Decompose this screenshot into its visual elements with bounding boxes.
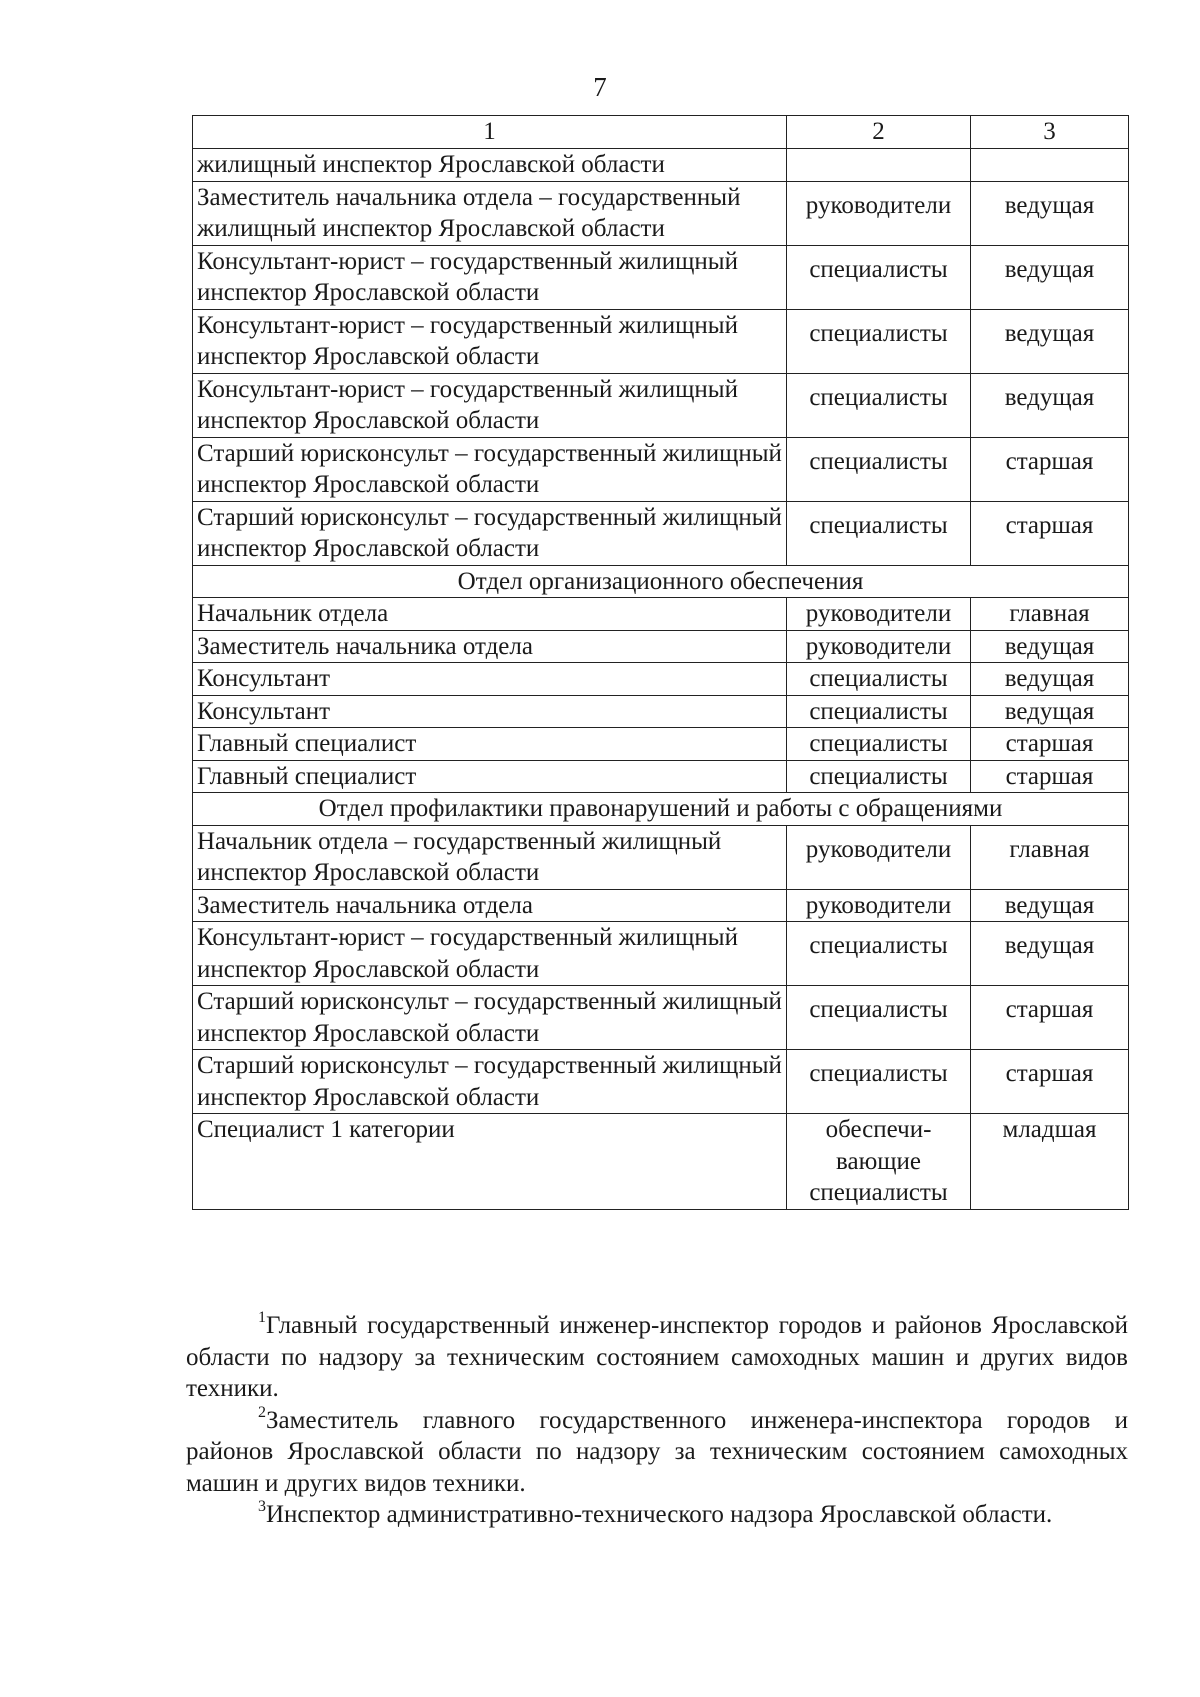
footnotes (186, 1310, 1128, 1531)
position-name-cell: Старший юрисконсульт – государственный жилищный инспектор Ярославской области (193, 1050, 787, 1114)
group-cell: старшая (971, 437, 1129, 501)
position-name-cell: Консультант (193, 663, 787, 696)
table-header-row (193, 116, 1129, 149)
column-header: 1 (193, 116, 787, 149)
group-cell: ведущая (971, 181, 1129, 245)
category-cell: руководители (787, 598, 971, 631)
category-cell: специалисты (787, 695, 971, 728)
position-name-cell: Заместитель начальника отдела (193, 889, 787, 922)
position-name-cell: Начальник отдела – государственный жилищный инспектор Ярославской области (193, 825, 787, 889)
table-row (193, 598, 1129, 631)
footnote (186, 1310, 1128, 1405)
table-row (193, 309, 1129, 373)
section-title: Отдел организационного обеспечения (193, 565, 1129, 598)
category-cell: специалисты (787, 728, 971, 761)
section-row (193, 793, 1129, 826)
footnote (186, 1405, 1128, 1500)
footnote-mark: 1 (258, 1309, 266, 1326)
footnote (186, 1499, 1128, 1531)
category-cell: специалисты (787, 373, 971, 437)
footnote-mark: 2 (258, 1403, 266, 1421)
category-cell: специалисты (787, 663, 971, 696)
category-cell: руководители (787, 825, 971, 889)
category-cell: специалисты (787, 1050, 971, 1114)
table-row (193, 695, 1129, 728)
category-cell: руководители (787, 181, 971, 245)
category-cell: руководители (787, 630, 971, 663)
category-cell: специалисты (787, 437, 971, 501)
table-row (193, 373, 1129, 437)
category-cell: специалисты (787, 309, 971, 373)
position-name-cell: Консультант (193, 695, 787, 728)
group-cell: старшая (971, 501, 1129, 565)
table-row (193, 1114, 1129, 1210)
category-cell: руководители (787, 889, 971, 922)
group-cell: ведущая (971, 695, 1129, 728)
group-cell (971, 149, 1129, 182)
group-cell: младшая (971, 1114, 1129, 1210)
group-cell: ведущая (971, 630, 1129, 663)
table-row (193, 501, 1129, 565)
category-cell: специалисты (787, 986, 971, 1050)
category-cell: специалисты (787, 760, 971, 793)
footnote-text: Главный государственный инженер-инспектор городов и районов Ярославской области по надзору за техническим состоянием самоходных машин и других видов техники. (186, 1312, 1128, 1402)
staff-table (192, 115, 1129, 1210)
table-body (193, 149, 1129, 1210)
group-cell: старшая (971, 728, 1129, 761)
table-row (193, 663, 1129, 696)
page-number: 7 (593, 72, 607, 102)
category-cell (787, 149, 971, 182)
category-cell: специалисты (787, 922, 971, 986)
table-row (193, 437, 1129, 501)
group-cell: главная (971, 825, 1129, 889)
position-name-cell: Консультант-юрист – государственный жилищный инспектор Ярославской области (193, 245, 787, 309)
table-row (193, 825, 1129, 889)
section-title: Отдел профилактики правонарушений и работы с обращениями (193, 793, 1129, 826)
position-name-cell: Начальник отдела (193, 598, 787, 631)
table-row (193, 630, 1129, 663)
position-name-cell: Консультант-юрист – государственный жилищный инспектор Ярославской области (193, 922, 787, 986)
position-name-cell: Старший юрисконсульт – государственный жилищный инспектор Ярославской области (193, 501, 787, 565)
position-name-cell: Старший юрисконсульт – государственный жилищный инспектор Ярославской области (193, 986, 787, 1050)
position-name-cell: Заместитель начальника отдела (193, 630, 787, 663)
footnote-text: Заместитель главного государственного инженера-инспектора городов и районов Ярославской области по надзору за техническим состоянием самоходных машин и других видов техники. (186, 1406, 1128, 1497)
table-row (193, 181, 1129, 245)
group-cell: ведущая (971, 922, 1129, 986)
table-row (193, 889, 1129, 922)
column-header: 3 (971, 116, 1129, 149)
table-row (193, 149, 1129, 182)
footnote-mark: 3 (258, 1498, 266, 1515)
position-name-cell: Главный специалист (193, 760, 787, 793)
table-row (193, 1050, 1129, 1114)
table-row (193, 760, 1129, 793)
group-cell: ведущая (971, 663, 1129, 696)
category-cell: обеспечи- вающие специалисты (787, 1114, 971, 1210)
table-row (193, 245, 1129, 309)
position-name-cell: жилищный инспектор Ярославской области (193, 149, 787, 182)
group-cell: старшая (971, 1050, 1129, 1114)
group-cell: ведущая (971, 373, 1129, 437)
position-name-cell: Старший юрисконсульт – государственный жилищный инспектор Ярославской области (193, 437, 787, 501)
group-cell: ведущая (971, 889, 1129, 922)
footnote-text: Инспектор административно-технического надзора Ярославской области. (266, 1501, 1053, 1528)
position-name-cell: Консультант-юрист – государственный жилищный инспектор Ярославской области (193, 309, 787, 373)
section-row (193, 565, 1129, 598)
category-cell: специалисты (787, 501, 971, 565)
group-cell: главная (971, 598, 1129, 631)
group-cell: старшая (971, 760, 1129, 793)
group-cell: ведущая (971, 245, 1129, 309)
group-cell: ведущая (971, 309, 1129, 373)
position-name-cell: Главный специалист (193, 728, 787, 761)
table-row (193, 986, 1129, 1050)
position-name-cell: Консультант-юрист – государственный жилищный инспектор Ярославской области (193, 373, 787, 437)
column-header: 2 (787, 116, 971, 149)
table-row (193, 728, 1129, 761)
position-name-cell: Заместитель начальника отдела – государственный жилищный инспектор Ярославской области (193, 181, 787, 245)
position-name-cell: Специалист 1 категории (193, 1114, 787, 1210)
category-cell: специалисты (787, 245, 971, 309)
group-cell: старшая (971, 986, 1129, 1050)
table-row (193, 922, 1129, 986)
